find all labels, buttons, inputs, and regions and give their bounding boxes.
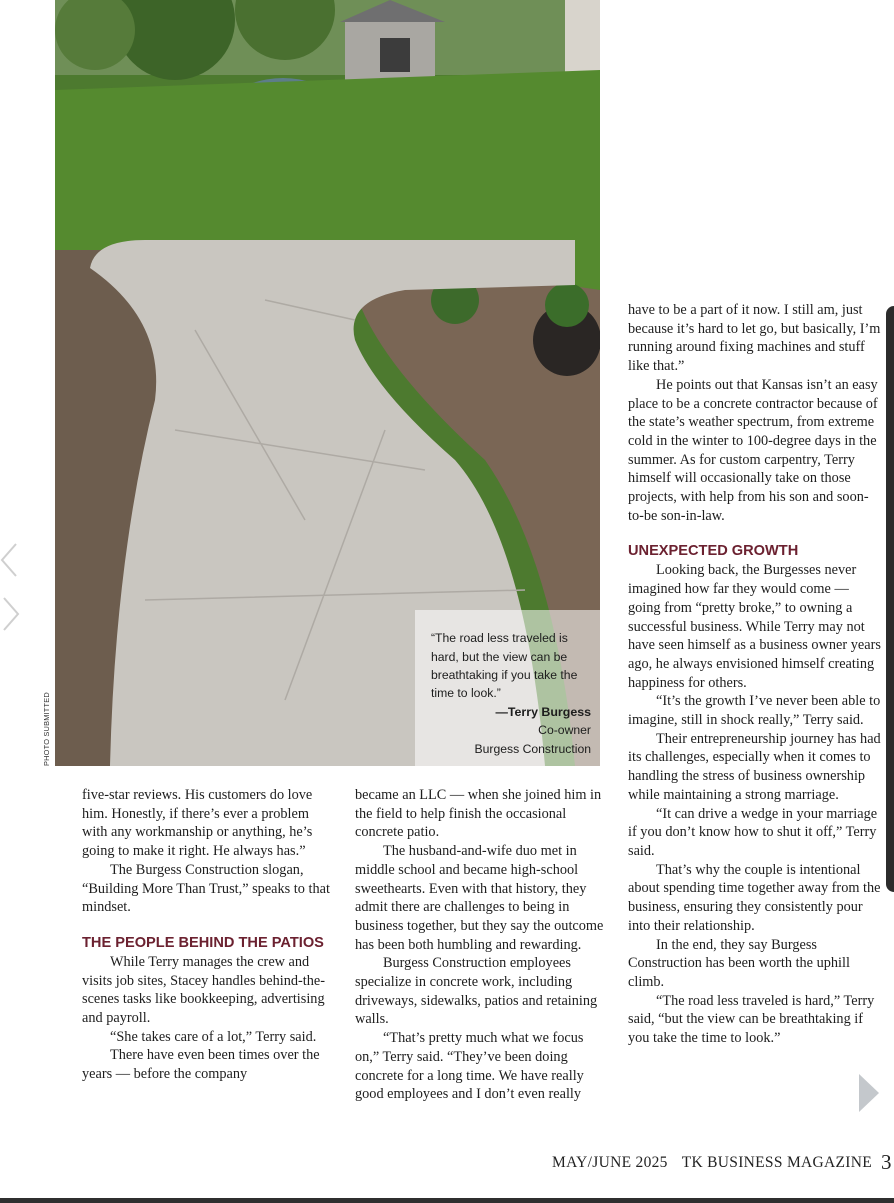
paragraph: In the end, they say Burgess Construction has been worth the uphill climb. — [628, 936, 850, 990]
paragraph: There have even been times over the years — before the company — [82, 1047, 320, 1083]
paragraph: “The road less traveled is hard,” Terry said, “but the view can be breathtaking if you take the time to look.” — [628, 992, 875, 1047]
paragraph: five-star reviews. His customers do love him. Honestly, if there’s ever a problem with any workmanship or anything, he’s going to make it right. He always has.” — [82, 787, 313, 860]
pull-quote-author: —Terry Burgess — [495, 705, 591, 720]
paragraph: While Terry manages the crew and visits job sites, Stacey handles behind-the-scenes tasks like bookkeeping, advertising and payroll. — [82, 953, 326, 1027]
paragraph: That’s why the couple is intentional about spending time together away from the business, ensuring they consistently pour into their relationship. — [628, 861, 881, 934]
article-column-1 — [82, 786, 334, 1084]
paragraph: have to be a part of it now. I still am, just because it’s hard to let go, but basically, I’m running around fixing machines and stuff like that.” — [628, 302, 881, 375]
paragraph: “She takes care of a lot,” Terry said. — [110, 1028, 317, 1045]
chevron-left-icon — [0, 540, 24, 636]
article-column-2 — [355, 786, 605, 1104]
section-heading-people: THE PEOPLE BEHIND THE PATIOS — [82, 934, 324, 951]
pull-quote-role: Co-owner — [538, 723, 591, 738]
footer-magazine: TK BUSINESS MAGAZINE — [681, 1154, 873, 1171]
viewer-scroll-edge[interactable] — [886, 306, 894, 892]
paragraph: The Burgess Construction slogan, “Building More Than Trust,” speaks to that mindset. — [82, 861, 330, 916]
paragraph: “It’s the growth I’ve never been able to imagine, still in shock really,” Terry said. — [628, 693, 881, 729]
viewer-bottom-bar — [0, 1198, 894, 1203]
section-heading-growth: UNEXPECTED GROWTH — [628, 543, 799, 560]
paragraph: Their entrepreneurship journey has had its challenges, especially when it comes to handling the stress of business ownership while maintaining a strong marriage. — [628, 730, 881, 803]
paragraph: “That’s pretty much what we focus on,” Terry said. “They’ve been doing concrete for a long time. We have really good employees and I don’t even really — [355, 1030, 584, 1103]
paragraph: became an LLC — when she joined him in the field to help finish the occasional concrete patio. — [355, 787, 602, 841]
previous-page-button[interactable] — [0, 540, 24, 636]
pull-quote-text: “The road less traveled is hard, but the view can be breathtaking if you take the time to look.” — [431, 631, 578, 701]
paragraph: Burgess Construction employees specialize in concrete work, including driveways, sidewalks, patios and retaining walls. — [355, 955, 598, 1028]
paragraph: The husband-and-wife duo met in middle school and became high-school sweethearts. Even with that history, they admit there are challenges to being in business together, but they say the outcome has been both humbling and rewarding. — [355, 843, 604, 953]
pull-quote — [431, 629, 591, 758]
play-right-icon — [857, 1072, 881, 1114]
page-number: 3 — [881, 1150, 892, 1174]
page-footer — [552, 1154, 872, 1172]
article-column-3 — [628, 301, 882, 1048]
footer-issue: MAY/JUNE 2025 — [552, 1154, 668, 1171]
paragraph: Looking back, the Burgesses never imagined how far they would come — going from “pretty broke,” to owning a successful business. While Terry may not have seen himself as a business owner years ago, he always envisioned himself creating happiness for others. — [628, 562, 881, 691]
pull-quote-company: Burgess Construction — [474, 741, 591, 756]
next-page-button[interactable] — [857, 1072, 881, 1114]
paragraph: “It can drive a wedge in your marriage if you don’t know how to shut it off,” Terry said. — [628, 805, 878, 859]
feature-photo — [55, 0, 600, 766]
photo-credit: PHOTO SUBMITTED — [42, 692, 51, 766]
paragraph: He points out that Kansas isn’t an easy place to be a concrete contractor because of the state’s weather spectrum, from extreme cold in the winter to 100-degree days in the summer. As for custom carpentry, Terry himself will occasionally take on those projects, with help from his son and soon-to-be son-in-law. — [628, 376, 878, 524]
